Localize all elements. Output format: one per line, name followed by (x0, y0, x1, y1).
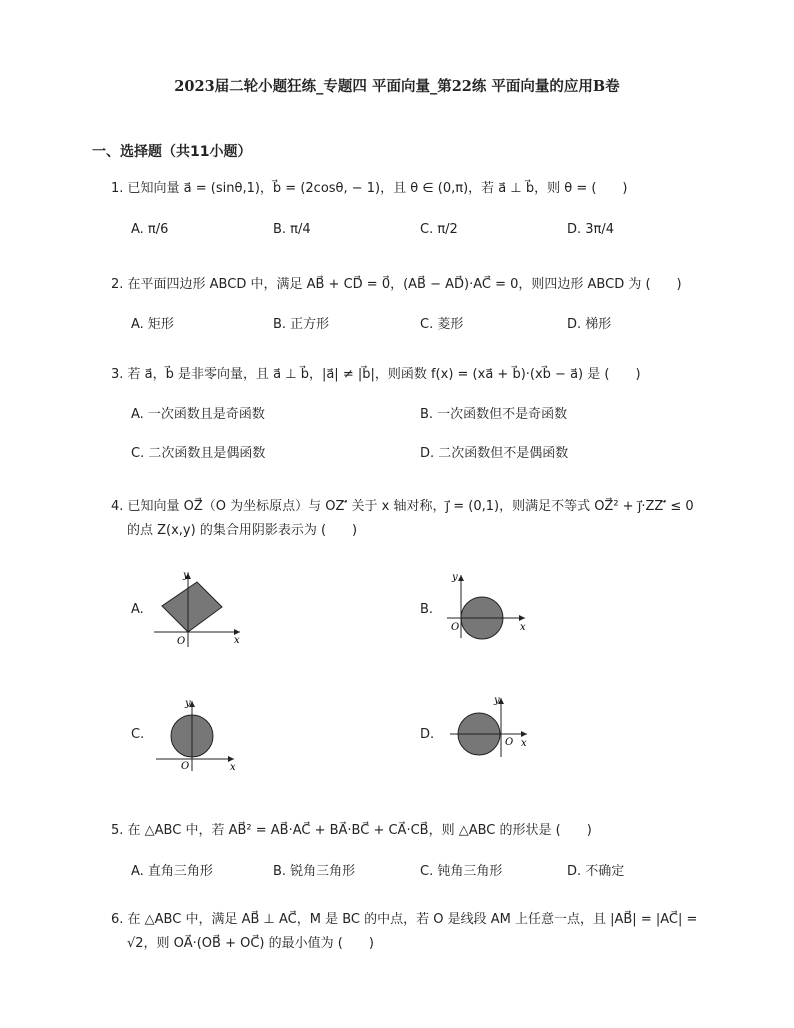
q4-option-b[interactable]: B. (420, 602, 434, 617)
fig-a-y-label: y (183, 570, 189, 581)
q5-option-c[interactable]: C. 钝角三角形 (420, 864, 503, 879)
q3-option-a[interactable]: A. 一次函数且是奇函数 (131, 407, 265, 422)
q2-option-d[interactable]: D. 梯形 (567, 317, 612, 332)
q4-option-a[interactable]: A. (131, 602, 144, 617)
fig-a-origin-label: O (177, 636, 186, 647)
fig-d-origin-label: O (505, 737, 514, 748)
fig-d-x-label: x (521, 738, 527, 749)
question-1-stem: 1. 已知向量 a⃗ = (sinθ,1)，b⃗ = (2cosθ, − 1)，且 θ ∈ (0,π)，若 a⃗ ⊥ b⃗，则 θ = ( ) (111, 181, 628, 196)
fig-a-x-label: x (234, 635, 240, 646)
question-6-stem-line2: √2，则 OA⃗·(OB⃗ + OC⃗) 的最小值为 ( ) (127, 936, 374, 951)
figure-c (152, 693, 247, 773)
q3-option-b[interactable]: B. 一次函数但不是奇函数 (420, 407, 568, 422)
fig-c-y-label: y (185, 698, 191, 709)
q5-option-b[interactable]: B. 锐角三角形 (273, 864, 356, 879)
fig-c-x-label: x (230, 762, 236, 773)
page-title: 2023届二轮小题狂练_专题四 平面向量_第22练 平面向量的应用B卷 (174, 78, 620, 95)
fig-c-origin-label: O (181, 761, 190, 772)
question-5-stem: 5. 在 △ABC 中，若 AB⃗² = AB⃗·AC⃗ + BA⃗·BC⃗ + CA⃗·CB⃗，则 △ABC 的形状是 ( ) (111, 823, 592, 838)
q1-option-a[interactable]: A. π/6 (131, 222, 169, 237)
question-6-stem-line1: 6. 在 △ABC 中，满足 AB⃗ ⊥ AC⃗，M 是 BC 的中点，若 O 是线段 AM 上任意一点，且 |AB⃗| = |AC⃗| = (111, 912, 698, 927)
question-3-stem: 3. 若 a⃗，b⃗ 是非零向量，且 a⃗ ⊥ b⃗，|a⃗| ≠ |b⃗|，则函数 f(x) = (xa⃗ + b⃗)·(xb⃗ − a⃗) 是 ( ) (111, 367, 641, 382)
q5-option-d[interactable]: D. 不确定 (567, 864, 625, 879)
fig-d-y-label: y (494, 695, 500, 706)
section-heading: 一、选择题（共11小题） (92, 144, 252, 160)
fig-b-x-label: x (520, 622, 526, 633)
question-4-stem-line1: 4. 已知向量 OZ⃗（O 为坐标原点）与 OZ′⃗ 关于 x 轴对称，j⃗ = (0,1)，则满足不等式 OZ⃗² + j⃗·ZZ′⃗ ≤ 0 (111, 499, 694, 514)
q1-option-c[interactable]: C. π/2 (420, 222, 458, 237)
question-2-stem: 2. 在平面四边形 ABCD 中，满足 AB⃗ + CD⃗ = 0⃗，(AB⃗ − AD⃗)·AC⃗ = 0，则四边形 ABCD 为 ( ) (111, 277, 682, 292)
q3-option-d[interactable]: D. 二次函数但不是偶函数 (420, 446, 569, 461)
fig-b-y-label: y (452, 572, 458, 583)
q2-option-b[interactable]: B. 正方形 (273, 317, 330, 332)
q4-option-d[interactable]: D. (420, 727, 435, 742)
figure-a (150, 565, 250, 650)
figure-b (443, 570, 538, 640)
q3-option-c[interactable]: C. 二次函数且是偶函数 (131, 446, 266, 461)
q4-option-c[interactable]: C. (131, 727, 145, 742)
q1-option-d[interactable]: D. 3π/4 (567, 222, 615, 237)
q5-option-a[interactable]: A. 直角三角形 (131, 864, 213, 879)
fig-b-origin-label: O (451, 622, 460, 633)
figure-d (447, 693, 537, 763)
q2-option-a[interactable]: A. 矩形 (131, 317, 174, 332)
q1-option-b[interactable]: B. π/4 (273, 222, 311, 237)
question-4-stem-line2: 的点 Z(x,y) 的集合用阴影表示为 ( ) (127, 523, 358, 538)
q2-option-c[interactable]: C. 菱形 (420, 317, 464, 332)
